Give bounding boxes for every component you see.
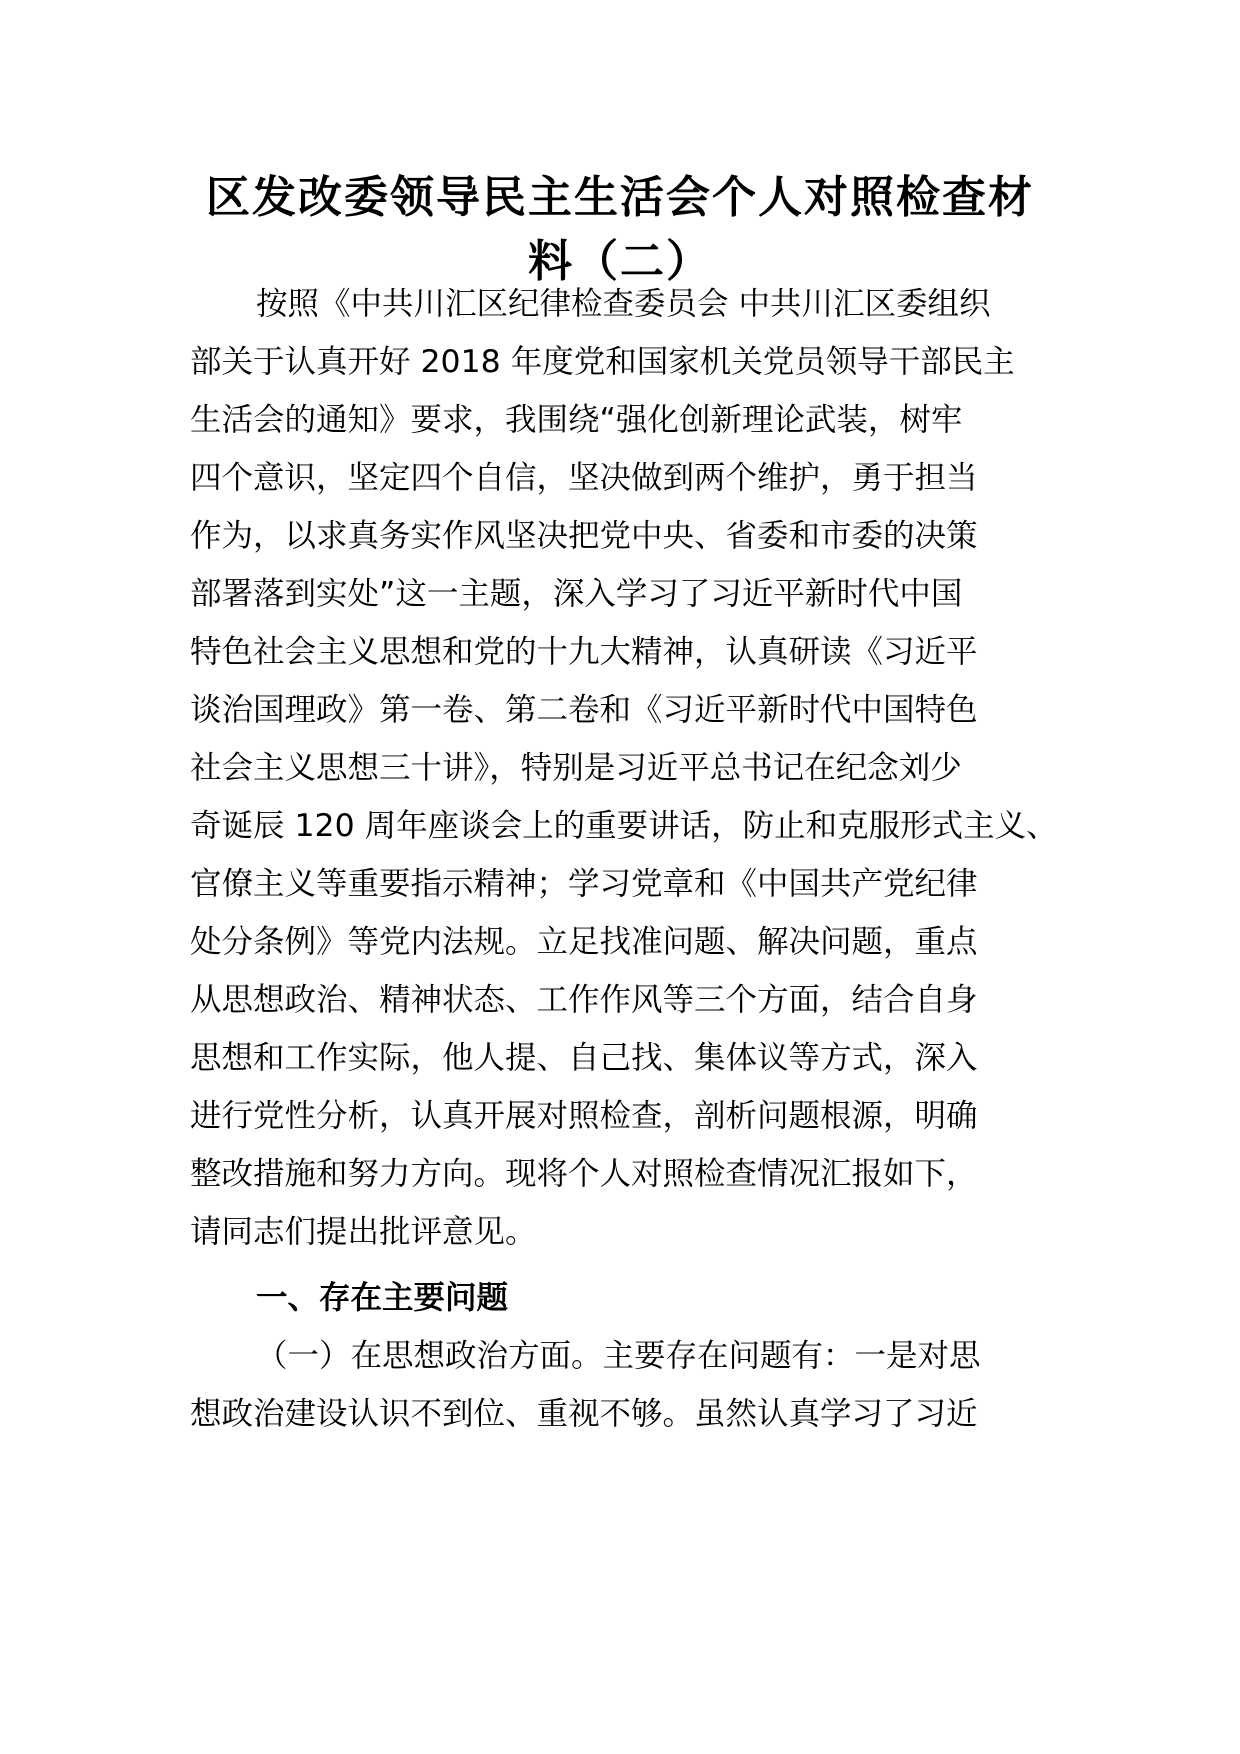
body-line: 处分条例》等党内法规。立足找准问题、解决问题，重点 — [190, 924, 978, 960]
document-title-line-1: 区发改委领导民主生活会个人对照检查材 — [206, 172, 1034, 223]
body-line: 官僚主义等重要指示精神；学习党章和《中国共产党纪律 — [190, 866, 978, 902]
body-line: 整改措施和努力方向。现将个人对照检查情况汇报如下， — [190, 1156, 978, 1192]
body-line: （一）在思想政治方面。主要存在问题有：一是对思 — [256, 1338, 981, 1374]
body-line: 四个意识，坚定四个自信，坚决做到两个维护，勇于担当 — [190, 460, 978, 496]
body-line: 进行党性分析，认真开展对照检查，剖析问题根源，明确 — [190, 1098, 978, 1134]
body-line: 想政治建设认识不到位、重视不够。虽然认真学习了习近 — [190, 1396, 978, 1432]
body-line: 从思想政治、精神状态、工作作风等三个方面，结合自身 — [190, 982, 978, 1018]
body-line: 部署落到实处”这一主题，深入学习了习近平新时代中国 — [190, 576, 963, 612]
body-line: 奇诞辰 120 周年座谈会上的重要讲话，防止和克服形式主义、 — [190, 808, 1058, 844]
body-line: 特色社会主义思想和党的十九大精神，认真研读《习近平 — [190, 634, 978, 670]
body-line: 生活会的通知》要求，我围绕“强化创新理论武装，树牢 — [190, 402, 963, 438]
body-line: 谈治国理政》第一卷、第二卷和《习近平新时代中国特色 — [190, 692, 978, 728]
body-line: 部关于认真开好 2018 年度党和国家机关党员领导干部民主 — [190, 344, 1015, 380]
body-line: 请同志们提出批评意见。 — [190, 1214, 537, 1250]
document-title-line-2: 料（二） — [528, 236, 712, 287]
body-line: 思想和工作实际，他人提、自己找、集体议等方式，深入 — [190, 1040, 978, 1076]
body-line: 社会主义思想三十讲》，特别是习近平总书记在纪念刘少 — [190, 750, 962, 786]
body-line: 作为，以求真务实作风坚决把党中央、省委和市委的决策 — [190, 518, 978, 554]
section-heading: 一、存在主要问题 — [256, 1280, 509, 1316]
body-line: 按照《中共川汇区纪律检查委员会 中共川汇区委组织 — [256, 286, 991, 322]
